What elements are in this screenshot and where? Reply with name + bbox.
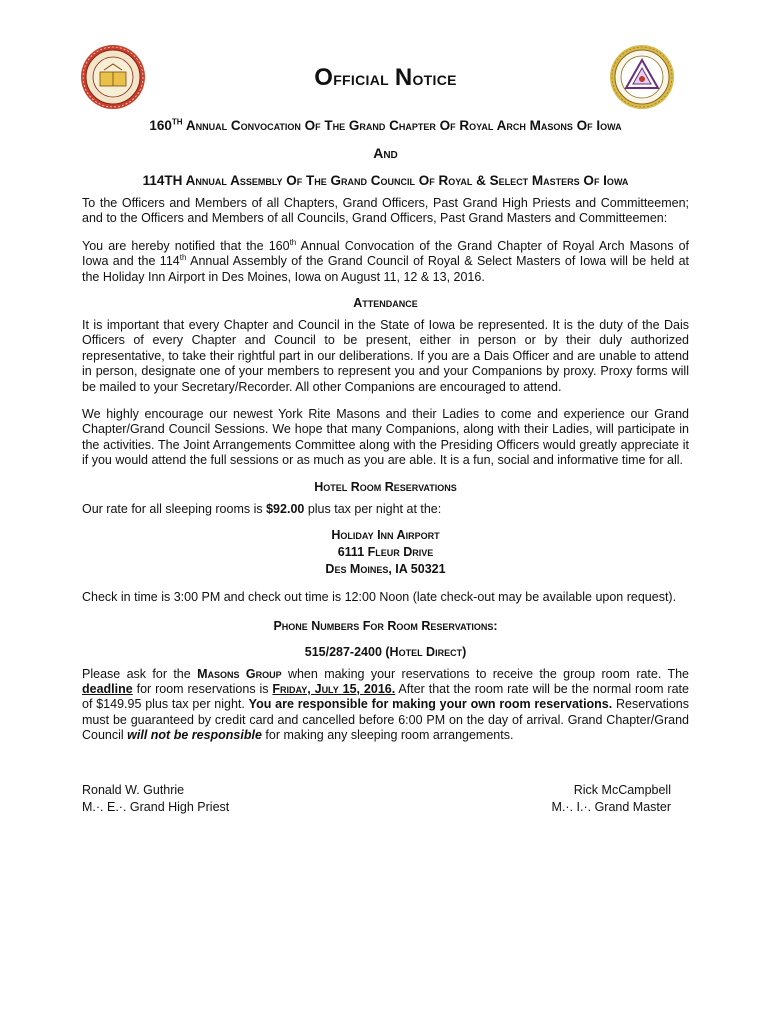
attendance-paragraph-1: It is important that every Chapter and Council in the State of Iowa be represented. It is the duty of the Dais Officers of every Chapter and Council to be present, either in person or by their duly authorized representative, to take their rightful part in our deliberations. If you are a Dais Officer and are unable to attend in person, designate one of your members to represent you and your Companions by proxy. Proxy forms will be mailed to your Secretary/Recorder. All other Companions are encouraged to attend. [82,318,689,394]
grand-high-priest-name: Ronald W. Guthrie [82,782,185,797]
notify-paragraph: You are hereby notified that the 160th Annual Convocation of the Grand Chapter of Royal Arch Masons of Iowa and the 114th Annual Assembly of the Grand Council of Royal & Select Masters of Iowa will be held at the Holiday Inn Airport in Des Moines, Iowa on August 11, 12 & 13, 2016. [82,237,689,284]
notice-document [82,64,689,816]
address-paragraph: To the Officers and Members of all Chapters, Grand Officers, Past Grand High Priests and Committeemen; and to the Officers and Members of all Councils, Grand Officers, Past Grand Masters and Committeemen: [82,196,689,226]
hotel-address [82,527,689,578]
assembly-heading: 114TH Annual Assembly Of The Grand Council Of Royal & Select Masters Of Iowa [142,173,629,188]
and-heading: And [373,145,398,161]
hotel-name: Holiday Inn Airport [331,528,440,543]
convocation-heading: 160TH Annual Convocation Of The Grand Chapter Of Royal Arch Masons Of Iowa [149,117,622,133]
checkin-paragraph: Check in time is 3:00 PM and check out time is 12:00 Noon (late check-out may be available upon request). [82,590,677,605]
grand-high-priest-title: M.·. E.·. Grand High Priest [82,799,230,814]
phone-number: 515/287-2400 (Hotel Direct) [304,644,467,659]
hotel-street: 6111 Fleur Drive [337,545,434,560]
hotel-heading: Hotel Room Reservations [314,479,457,494]
attendance-heading: Attendance [353,296,418,311]
grand-master-name: Rick McCampbell [573,782,671,797]
page-title: Official Notice [314,64,457,91]
signature-left [82,782,229,816]
phone-heading: Phone Numbers For Room Reservations: [273,618,498,633]
hotel-city: Des Moines, IA 50321 [325,562,446,577]
grand-master-title: M.·. I.·. Grand Master [551,799,671,814]
reservation-paragraph: Please ask for the Masons Group when making your reservations to receive the group room rate. The deadline for room reservations is Friday, July 15, 2016. After that the room rate will be the normal room rate of $149.95 plus tax per night. You are responsible for making your own room reservations. Reservations must be guaranteed by credit card and cancelled before 6:00 PM on the day of arrival. Grand Chapter/Grand Council will not be responsible for making any sleeping room arrangements. [82,666,690,743]
attendance-paragraph-2: We highly encourage our newest York Rite Masons and their Ladies to come and experience our Grand Chapter/Grand Council Sessions. We hope that many Companions, along with their Ladies, will participate in the activities. The Joint Arrangements Committee along with the Presiding Officers would greatly appreciate it if you would attend the full sessions or as much as you are able. It is a fun, social and informative time for all. [82,407,689,468]
rate-line: Our rate for all sleeping rooms is $92.00 plus tax per night at the: [82,501,442,516]
signature-right [552,782,671,816]
